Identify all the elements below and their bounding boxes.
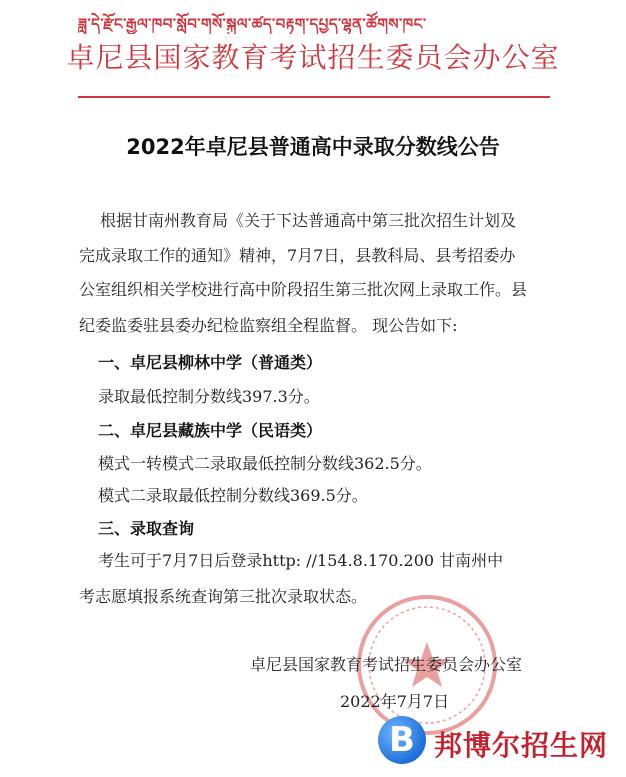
letterhead-office-name: 卓尼县国家教育考试招生委员会办公室	[66, 41, 560, 74]
section-3-query-line-2: 考志愿填报系统查询第三批次录取状态。	[79, 587, 368, 606]
section-3-heading: 三、录取查询	[98, 519, 195, 538]
watermark-logo-icon: B	[378, 716, 426, 764]
section-3-query-line-1: 考生可于7月7日后登录http: //154.8.170.200 甘南州中	[98, 551, 504, 570]
tibetan-letterhead-line: ཟླ་དེ་རྫོང་རྒྱལ་ཁབ་སློབ་གསོ་སྐུལ་ཚད་བརྟག་དཔྱད་ལྷན་ཚོགས་ཁང་	[78, 15, 427, 33]
section-1-heading: 一、卓尼县柳林中学（普通类）	[98, 353, 323, 372]
signature-date: 2022年7月7日	[340, 692, 450, 711]
watermark-site-name: 邦博尔招生网	[434, 729, 609, 762]
signature-office: 卓尼县国家教育考试招生委员会办公室	[250, 655, 523, 674]
paragraph-line-1: 根据甘南州教育局《关于下达普通高中第三批次招生计划及	[100, 211, 517, 230]
section-2-heading: 二、卓尼县藏族中学（民语类）	[98, 421, 323, 440]
paragraph-line-3: 公室组织相关学校进行高中阶段招生第三批次网上录取工作。县	[79, 280, 528, 299]
paragraph-line-4: 纪委监委驻县委办纪检监察组全程监督。 现公告如下:	[79, 316, 458, 335]
notice-title: 2022年卓尼县普通高中录取分数线公告	[126, 135, 500, 159]
section-2-cutoff-mode2: 模式二录取最低控制分数线369.5分。	[98, 486, 368, 505]
section-1-cutoff: 录取最低控制分数线397.3分。	[98, 387, 320, 406]
paragraph-line-2: 完成录取工作的通知》精神，7月7日，县教科局、县考招委办	[79, 246, 516, 265]
section-2-cutoff-mode1: 模式一转模式二录取最低控制分数线362.5分。	[98, 454, 432, 473]
letterhead-divider	[78, 96, 550, 98]
site-watermark	[378, 716, 618, 766]
